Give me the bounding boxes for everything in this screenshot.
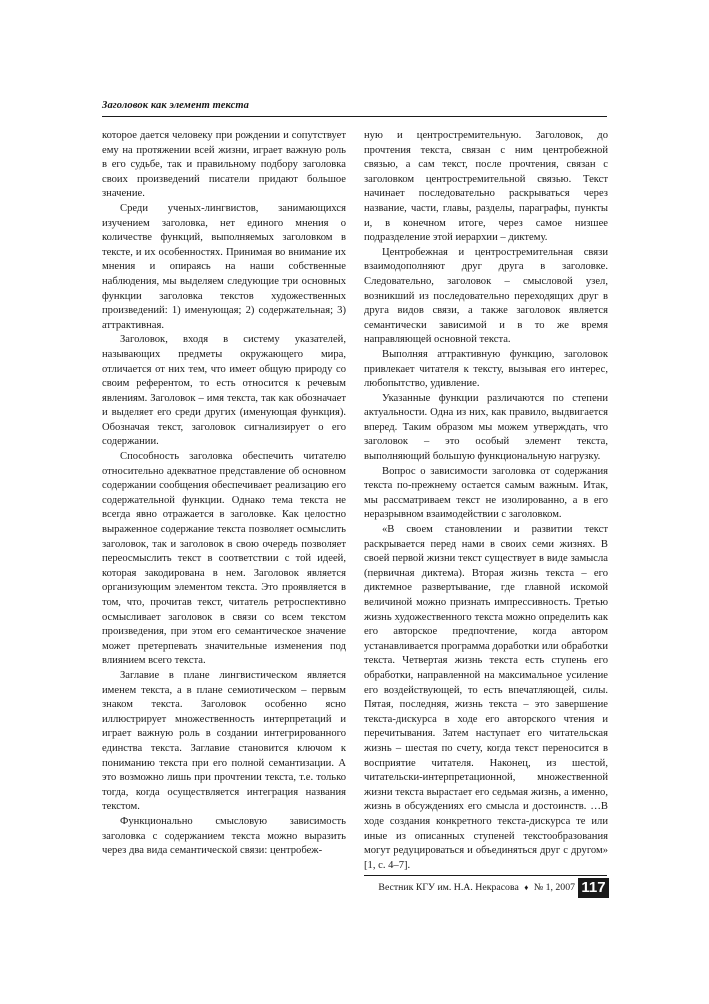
footer-rule: [364, 875, 607, 876]
paragraph: Заголовок, входя в систему указателей, называющих предметы окружающего мира, отличается от них тем, что имеет общую природу со своим референтом, то есть относится к речевым явлениям. Заголовок – имя текста, так как обозначает и выделяет его среди других (именующая функция). Обозначая текст, заголовок сигнализирует о его содержании.: [102, 334, 346, 448]
quote-paragraph: «В своем становлении и развитии текст раскрывается перед нами в своих семи жизнях. В своей первой жизни текст существует в виде замысла (первичная диктема). Вторая жизнь текста – его диктемное развертывание, где главной искомой величиной можно признать импрессивность. Третью жизнь художественного текста можно определить как его авторское предпочтение, когда автором устанавливается программа доработки или обработки текста. Четвертая жизнь текста есть ступень его обработки, направленной на максимальное усиление его воздействующей, то есть впечатляющей, силы. Пятая, последняя, жизнь текста – это завершение текста-дискурса в ходе его авторского чтения и перечитывания. Затем наступает его читательская жизнь – шестая по счету, когда текст переносится в восприятие читателя. Наконец, из шестой, читательски-интерпретационной, множественной жизни текста вырастает его седьмая жизнь, а именно, жизнь в обсуждениях его смысла и достоинств. …В ходе создания конкретного текста-дискурса те или иные из описанных ступеней текстообразования могут редуцироваться и объединяться друг с другом» [1, с. 4–7].: [364, 524, 608, 871]
paragraph: Центробежная и центростремительная связи взаимодополняют друг друга в заголовке. Следовательно, заголовок – смысловой узел, возникший из последовательно переходящих друг в друга видов связи, а также заголовок является семантически зависимой и в то же время направляющей основной текста.: [364, 246, 608, 346]
paragraph: Среди ученых-лингвистов, занимающихся изучением заголовка, нет единого мнения о количестве функций, выполняемых заголовком в тексте, и их особенностях. Принимая во внимание их мнения и опираясь на наши собственные наблюдения, мы выделяем следующие три основных функции заголовка текстов художественных произведений: 1) именующая; 2) содержательная; 3) аттрактивная.: [102, 202, 346, 331]
journal-name: Вестник КГУ им. Н.А. Некрасова: [378, 882, 519, 893]
paragraph: Функционально смысловую зависимость заголовка с содержанием текста можно выразить через два вида семантической связи: центробеж-: [102, 815, 346, 857]
header-rule: [102, 116, 607, 117]
paragraph: Вопрос о зависимости заголовка от содержания текста по-прежнему остается самым важным. Итак, мы рассматриваем текст не изолированно, а в его неразрывном взаимодействии с заголовком.: [364, 465, 608, 521]
issue-info: № 1, 2007: [533, 882, 575, 893]
diamond-icon: ♦: [524, 883, 529, 892]
paragraph: Заглавие в плане лингвистическом является именем текста, а в плане семиотическом – первым знаком текста. Заголовок особенно ясно иллюстрирует множественность интерпретаций и играет важную роль в создании интегрированного единства текста. Заглавие становится ключом к пониманию текста при его полной семантизации. А это возможно лишь при прочтении текста, т.е. только тогда, когда осуществляется интеграция названия текстом.: [102, 669, 346, 813]
running-head: Заголовок как элемент текста: [102, 100, 249, 111]
paragraph: Выполняя аттрактивную функцию, заголовок привлекает читателя к тексту, вызывая его интерес, любопытство, удивление.: [364, 348, 608, 390]
paragraph: ную и центростремительную. Заголовок, до прочтения текста, связан с ним центробежной связью, а сам текст, после прочтения, связан с заголовком центростремительной связью. Текст начинает последовательно раскрываться через название, части, главы, разделы, параграфы, пункты и, в конечном итоге, через самое низшее подразделение этой иерархии – диктему.: [364, 130, 608, 244]
page-number: 117: [578, 878, 609, 898]
right-column: [364, 129, 608, 873]
paragraph: Способность заголовка обеспечить читателю относительно адекватное представление об основном содержании сообщения обеспечивает реализацию его содержательной функции. Однако тема текста не всегда явно отражается в заголовке. Как целостно выраженное содержание текста позволяет осмыслить заголовок, так и заголовок в свою очередь позволяет переосмыслить текст в соответствии с той идеей, которая закодирована в нем. Заголовок является организующим элементом текста. Это проявляется в том, что, прочитав текст, читатель ретроспективно осмысливает заголовок в связи со всем текстом произведения, при этом его семантическое значение может претерпевать значительные изменения под влиянием всего текста.: [102, 451, 346, 667]
left-column: [102, 129, 346, 859]
journal-footer: [364, 881, 575, 895]
paragraph: Указанные функции различаются по степени актуальности. Одна из них, как правило, выдвигается вперед. Таким образом мы можем утверждать, что заголовок – это особый элемент текста, выполняющий большую функциональную нагрузку.: [364, 392, 608, 463]
paragraph: которое дается человеку при рождении и сопутствует ему на протяжении всей жизни, играет важную роль в его судьбе, так и правильному подбору заголовка своих произведений писатели придают большое значение.: [102, 130, 346, 200]
